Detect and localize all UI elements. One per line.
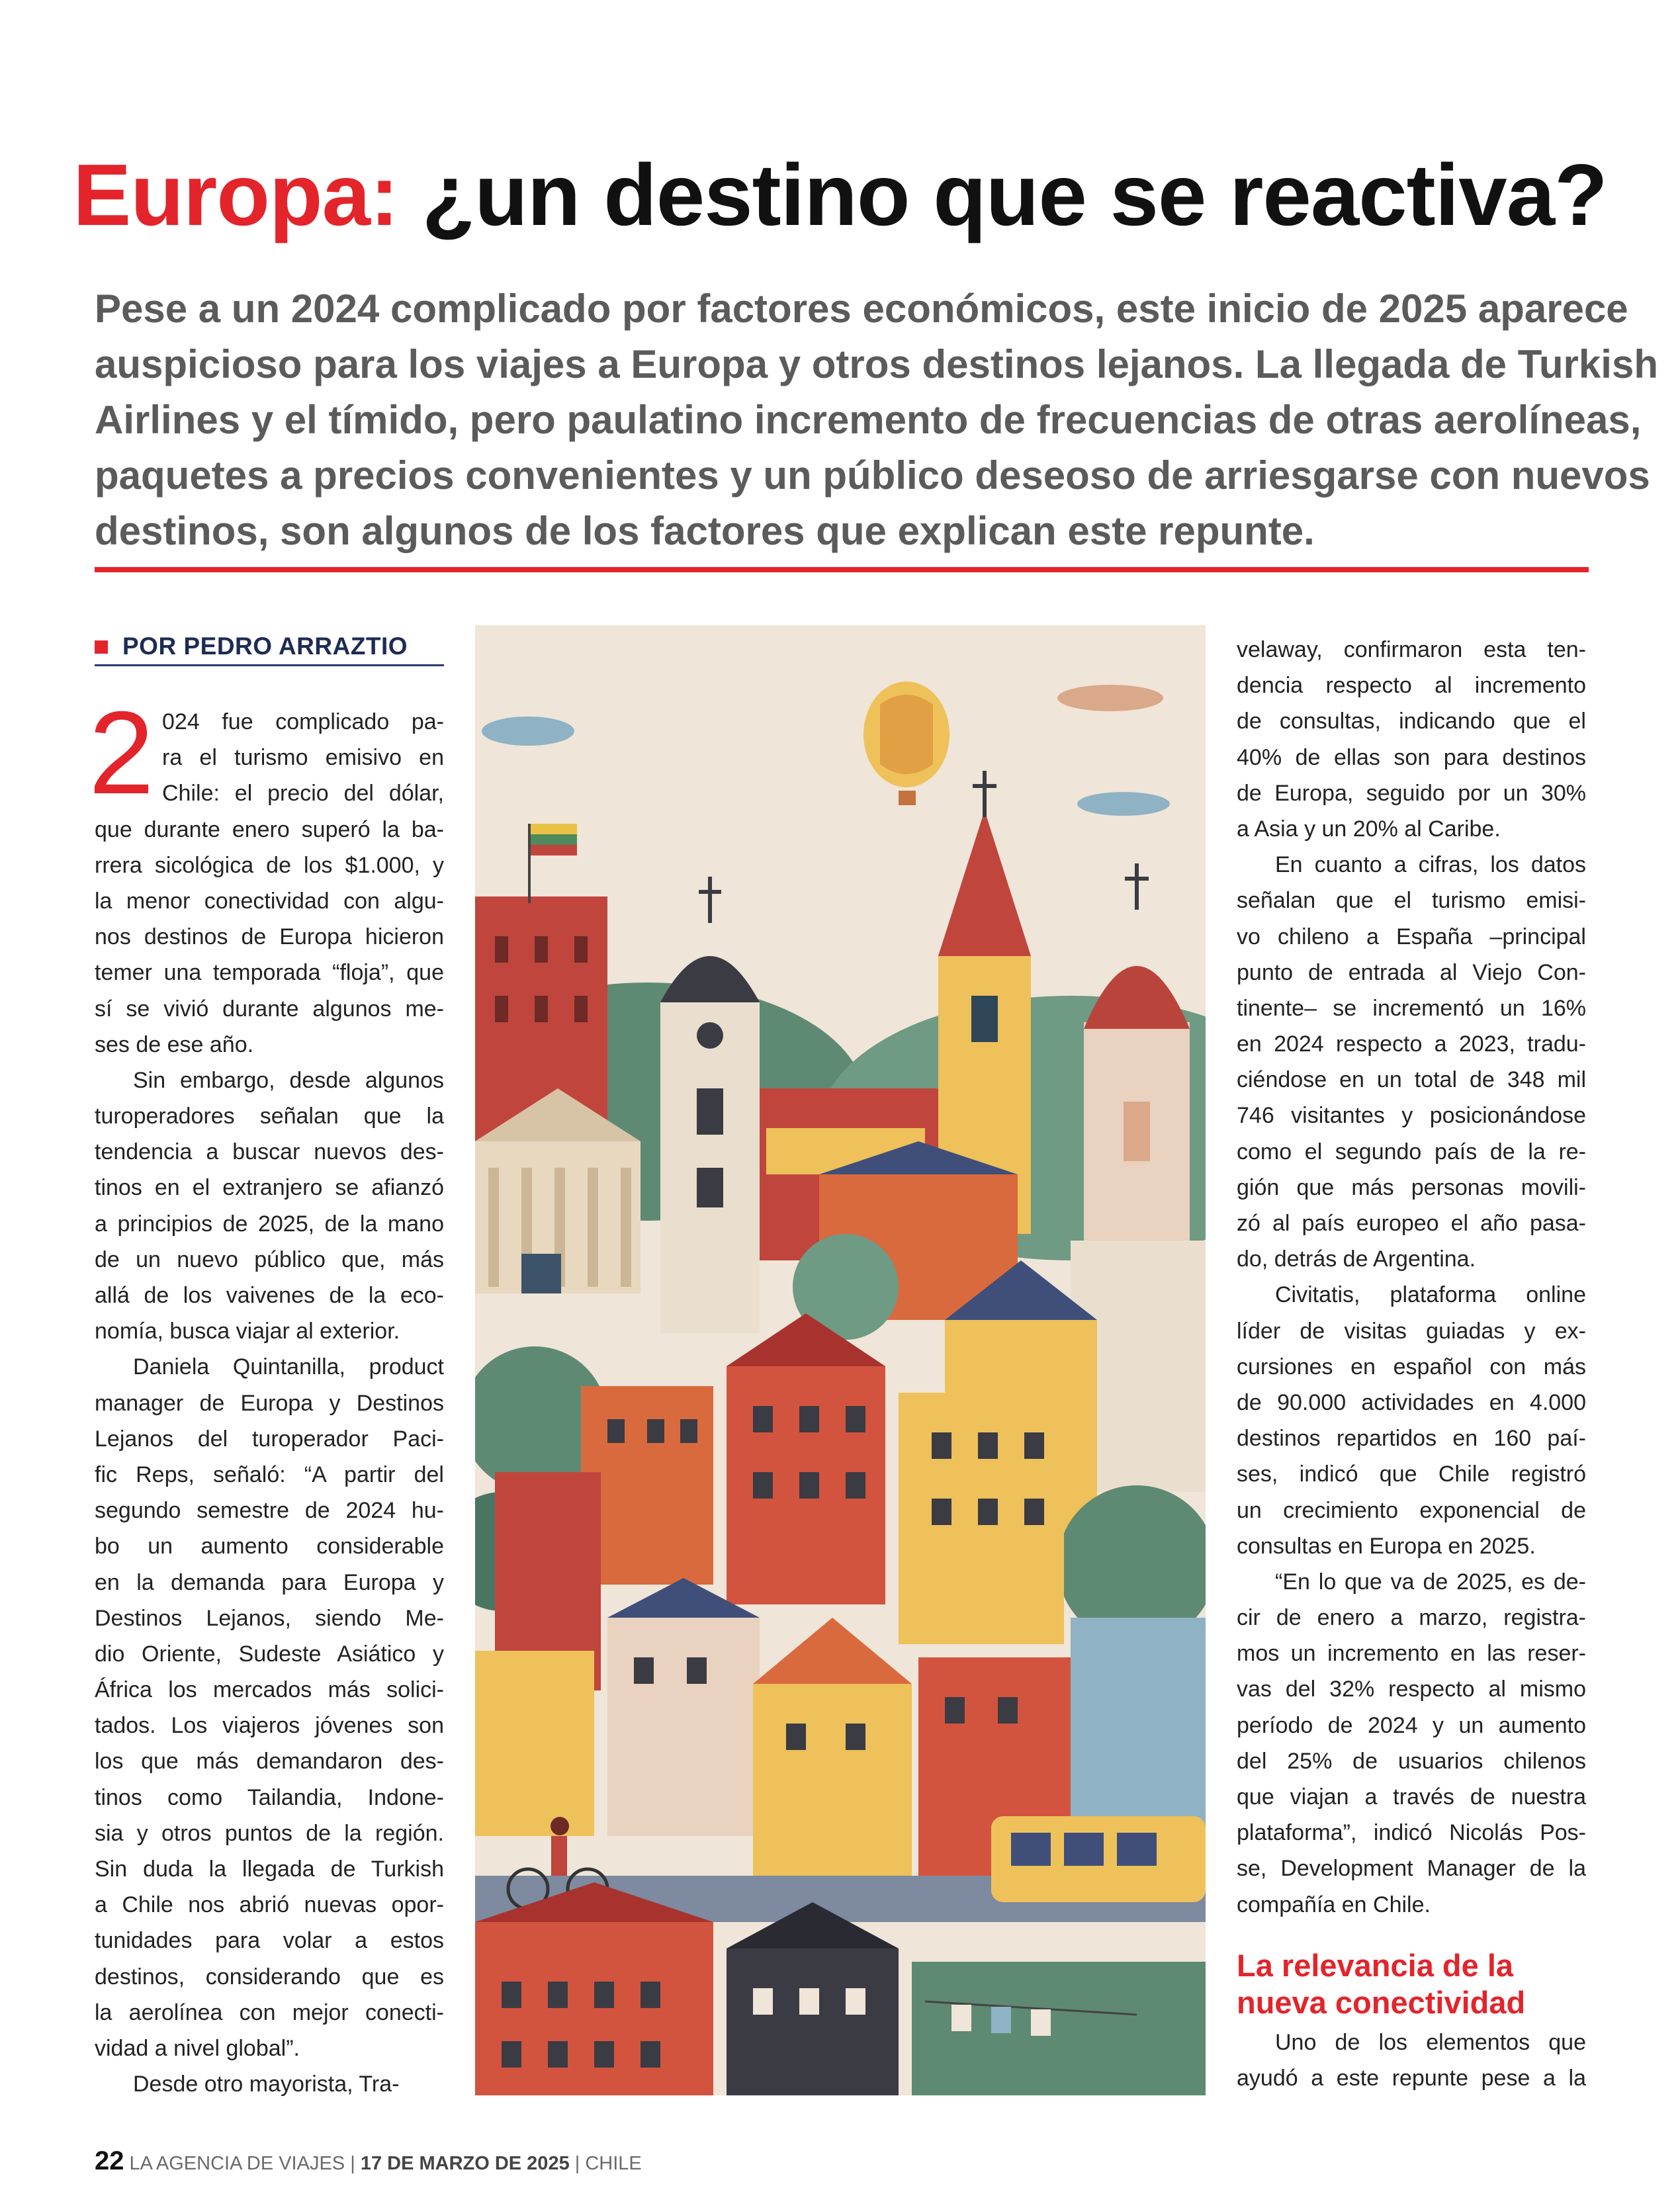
article-line: punto de entrada al Viejo Con- (1237, 959, 1586, 985)
article-line: vo chileno a España –principal (1237, 924, 1586, 949)
page-footer (95, 2146, 642, 2175)
article-line: nos destinos de Europa hicieron (95, 924, 444, 950)
article-line: zó al país europeo el año pasa- (1237, 1211, 1586, 1236)
article-line: gión que más personas movili- (1237, 1174, 1586, 1200)
article-line: fic Reps, señaló: “A partir del (95, 1462, 444, 1487)
article-line: Uno de los elementos que (1275, 2030, 1586, 2055)
article-line: tados. Los viajeros jóvenes son (95, 1713, 444, 1739)
section-subheading (1237, 1947, 1607, 2021)
article-line: 40% de ellas son para destinos (1237, 744, 1586, 770)
title-divider (95, 567, 1589, 572)
article-line: do, detrás de Argentina. (1237, 1247, 1476, 1272)
article-line: ses de ese año. (95, 1031, 254, 1057)
lead-line: paquetes a precios convenientes y un público deseoso de arriesgarse con nuevos (95, 453, 1650, 498)
lead-line: destinos, son algunos de los factores que explican este repunte. (95, 509, 1315, 553)
title-main: ¿un destino que se reactiva? (398, 146, 1607, 243)
article-line: vidad a nivel global”. (95, 2035, 300, 2061)
article-line: bo un aumento considerable (95, 1534, 444, 1559)
article-line: consultas en Europa en 2025. (1237, 1533, 1536, 1559)
footer-separator: | (345, 2153, 361, 2174)
subheading-line: La relevancia de la (1237, 1948, 1514, 1983)
article-line: “En lo que va de 2025, es de- (1275, 1569, 1586, 1595)
issue-date: 17 DE MARZO DE 2025 (360, 2153, 570, 2174)
article-line: dio Oriente, Sudeste Asiático y (95, 1641, 444, 1667)
article-line: señalan que el turismo emisi- (1237, 888, 1586, 914)
page-number: 22 (95, 2146, 124, 2175)
article-line: sí se vivió durante algunos me- (95, 996, 444, 1022)
article-line: tinos como Tailandia, Indone- (95, 1784, 444, 1810)
article-line: a principios de 2025, de la mano (95, 1211, 444, 1237)
article-line: nomía, busca viajar al exterior. (95, 1319, 400, 1344)
article-line: la menor conectividad con algu- (95, 888, 444, 914)
article-line: África los mercados más solici- (95, 1677, 444, 1703)
article-line: del 25% de usuarios chilenos (1237, 1748, 1586, 1774)
article-line: Destinos Lejanos, siendo Me- (95, 1605, 444, 1631)
article-line: 746 visitantes y posicionándose (1237, 1103, 1586, 1129)
article-line: turoperadores señalan que la (95, 1104, 444, 1129)
article-line: como el segundo país de la re- (1237, 1139, 1586, 1164)
byline-author: POR PEDRO ARRAZTIO (122, 633, 408, 660)
article-line: Desde otro mayorista, Tra- (133, 2072, 400, 2097)
article-line: Lejanos del turoperador Paci- (95, 1426, 444, 1452)
article-line: de 90.000 actividades en 4.000 (1237, 1389, 1586, 1415)
article-line: Civitatis, plataforma online (1275, 1282, 1586, 1308)
page-title (0, 142, 1680, 248)
article-line: en 2024 respecto a 2023, tradu- (1237, 1031, 1586, 1057)
drop-cap: 2 (89, 687, 154, 818)
article-line: segundo semestre de 2024 hu- (95, 1498, 444, 1524)
article-line: un crecimiento exponencial de (1237, 1497, 1586, 1523)
byline (95, 630, 444, 666)
article-line: Sin duda la llegada de Turkish (95, 1857, 444, 1882)
byline-square-icon (95, 640, 108, 654)
article-line: dencia respecto al incremento (1237, 673, 1586, 699)
article-line: a Asia y un 20% al Caribe. (1237, 816, 1501, 842)
article-line: Sin embargo, desde algunos (133, 1067, 444, 1093)
article-line: tinos en el extranjero se afianzó (95, 1175, 444, 1201)
article-line: de Europa, seguido por un 30% (1237, 780, 1586, 806)
article-line: mos un incremento en las reser- (1237, 1641, 1586, 1667)
article-column-right-continued (1237, 2025, 1586, 2096)
lead-line: Airlines y el tímido, pero paulatino incremento de frecuencias de otras aerolíneas, (95, 398, 1642, 442)
article-line: vas del 32% respecto al mismo (1237, 1677, 1586, 1702)
article-line: tunidades para volar a estos (95, 1928, 444, 1954)
article-line: que viajan a través de nuestra (1237, 1784, 1586, 1810)
article-column-left (95, 704, 444, 2102)
article-line: a Chile nos abrió nuevas opor- (95, 1892, 444, 1918)
lead-paragraph (95, 281, 1658, 559)
article-line: en la demanda para Europa y (95, 1569, 444, 1595)
article-line: temer una temporada “floja”, que (95, 960, 444, 986)
article-line: la aerolínea con mejor conecti- (95, 1999, 444, 2025)
article-line: destinos, considerando que es (95, 1964, 444, 1990)
article-line: 024 fue complicado pa- (162, 709, 444, 734)
article-line: destinos repartidos en 160 paí- (1237, 1426, 1586, 1452)
article-line: Daniela Quintanilla, product (133, 1354, 444, 1380)
article-line: cursiones en español con más (1237, 1354, 1586, 1379)
article-line: de un nuevo público que, más (95, 1247, 444, 1272)
article-line: sia y otros puntos de la región. (95, 1820, 444, 1846)
article-line: tendencia a buscar nuevos des- (95, 1139, 444, 1165)
subheading-line: nueva conectividad (1237, 1985, 1526, 2020)
article-line: ra el turismo emisivo en (162, 745, 444, 771)
article-line: rrera sicológica de los $1.000, y (95, 852, 444, 878)
european-old-town-illustration (475, 625, 1206, 2095)
article-line: manager de Europa y Destinos (95, 1390, 444, 1416)
publication-name: LA AGENCIA DE VIAJES (124, 2153, 345, 2174)
article-line: período de 2024 y un aumento (1237, 1712, 1586, 1738)
article-line: ciéndose en un total de 348 mil (1237, 1067, 1586, 1093)
article-line: cir de enero a marzo, registra- (1237, 1605, 1586, 1631)
article-line: líder de visitas guiadas y ex- (1237, 1318, 1586, 1344)
article-line: que durante enero superó la ba- (95, 816, 444, 842)
footer-country: CHILE (585, 2153, 642, 2174)
article-column-right (1237, 632, 1586, 1923)
article-line: En cuanto a cifras, los datos (1275, 852, 1586, 878)
article-line: Chile: el precio del dólar, (162, 781, 444, 807)
article-line: plataforma”, indicó Nicolás Pos- (1237, 1820, 1586, 1846)
article-line: los que más demandaron des- (95, 1749, 444, 1774)
footer-separator: | (569, 2153, 586, 2174)
lead-line: Pese a un 2024 complicado por factores económicos, este inicio de 2025 aparece (95, 286, 1628, 331)
lead-line: auspicioso para los viajes a Europa y otros destinos lejanos. La llegada de Turkish (95, 342, 1658, 386)
title-highlight: Europa: (73, 146, 398, 243)
article-line: se, Development Manager de la (1237, 1856, 1586, 1882)
article-line: compañía en Chile. (1237, 1892, 1431, 1917)
article-line: tinente– se incrementó un 16% (1237, 995, 1586, 1021)
article-line: velaway, confirmaron esta ten- (1237, 637, 1586, 662)
article-line: ayudó a este repunte pese a la (1237, 2066, 1586, 2091)
article-line: de consultas, indicando que el (1237, 709, 1586, 734)
article-line: ses, indicó que Chile registró (1237, 1462, 1586, 1487)
article-line: allá de los vaivenes de la eco- (95, 1283, 444, 1308)
